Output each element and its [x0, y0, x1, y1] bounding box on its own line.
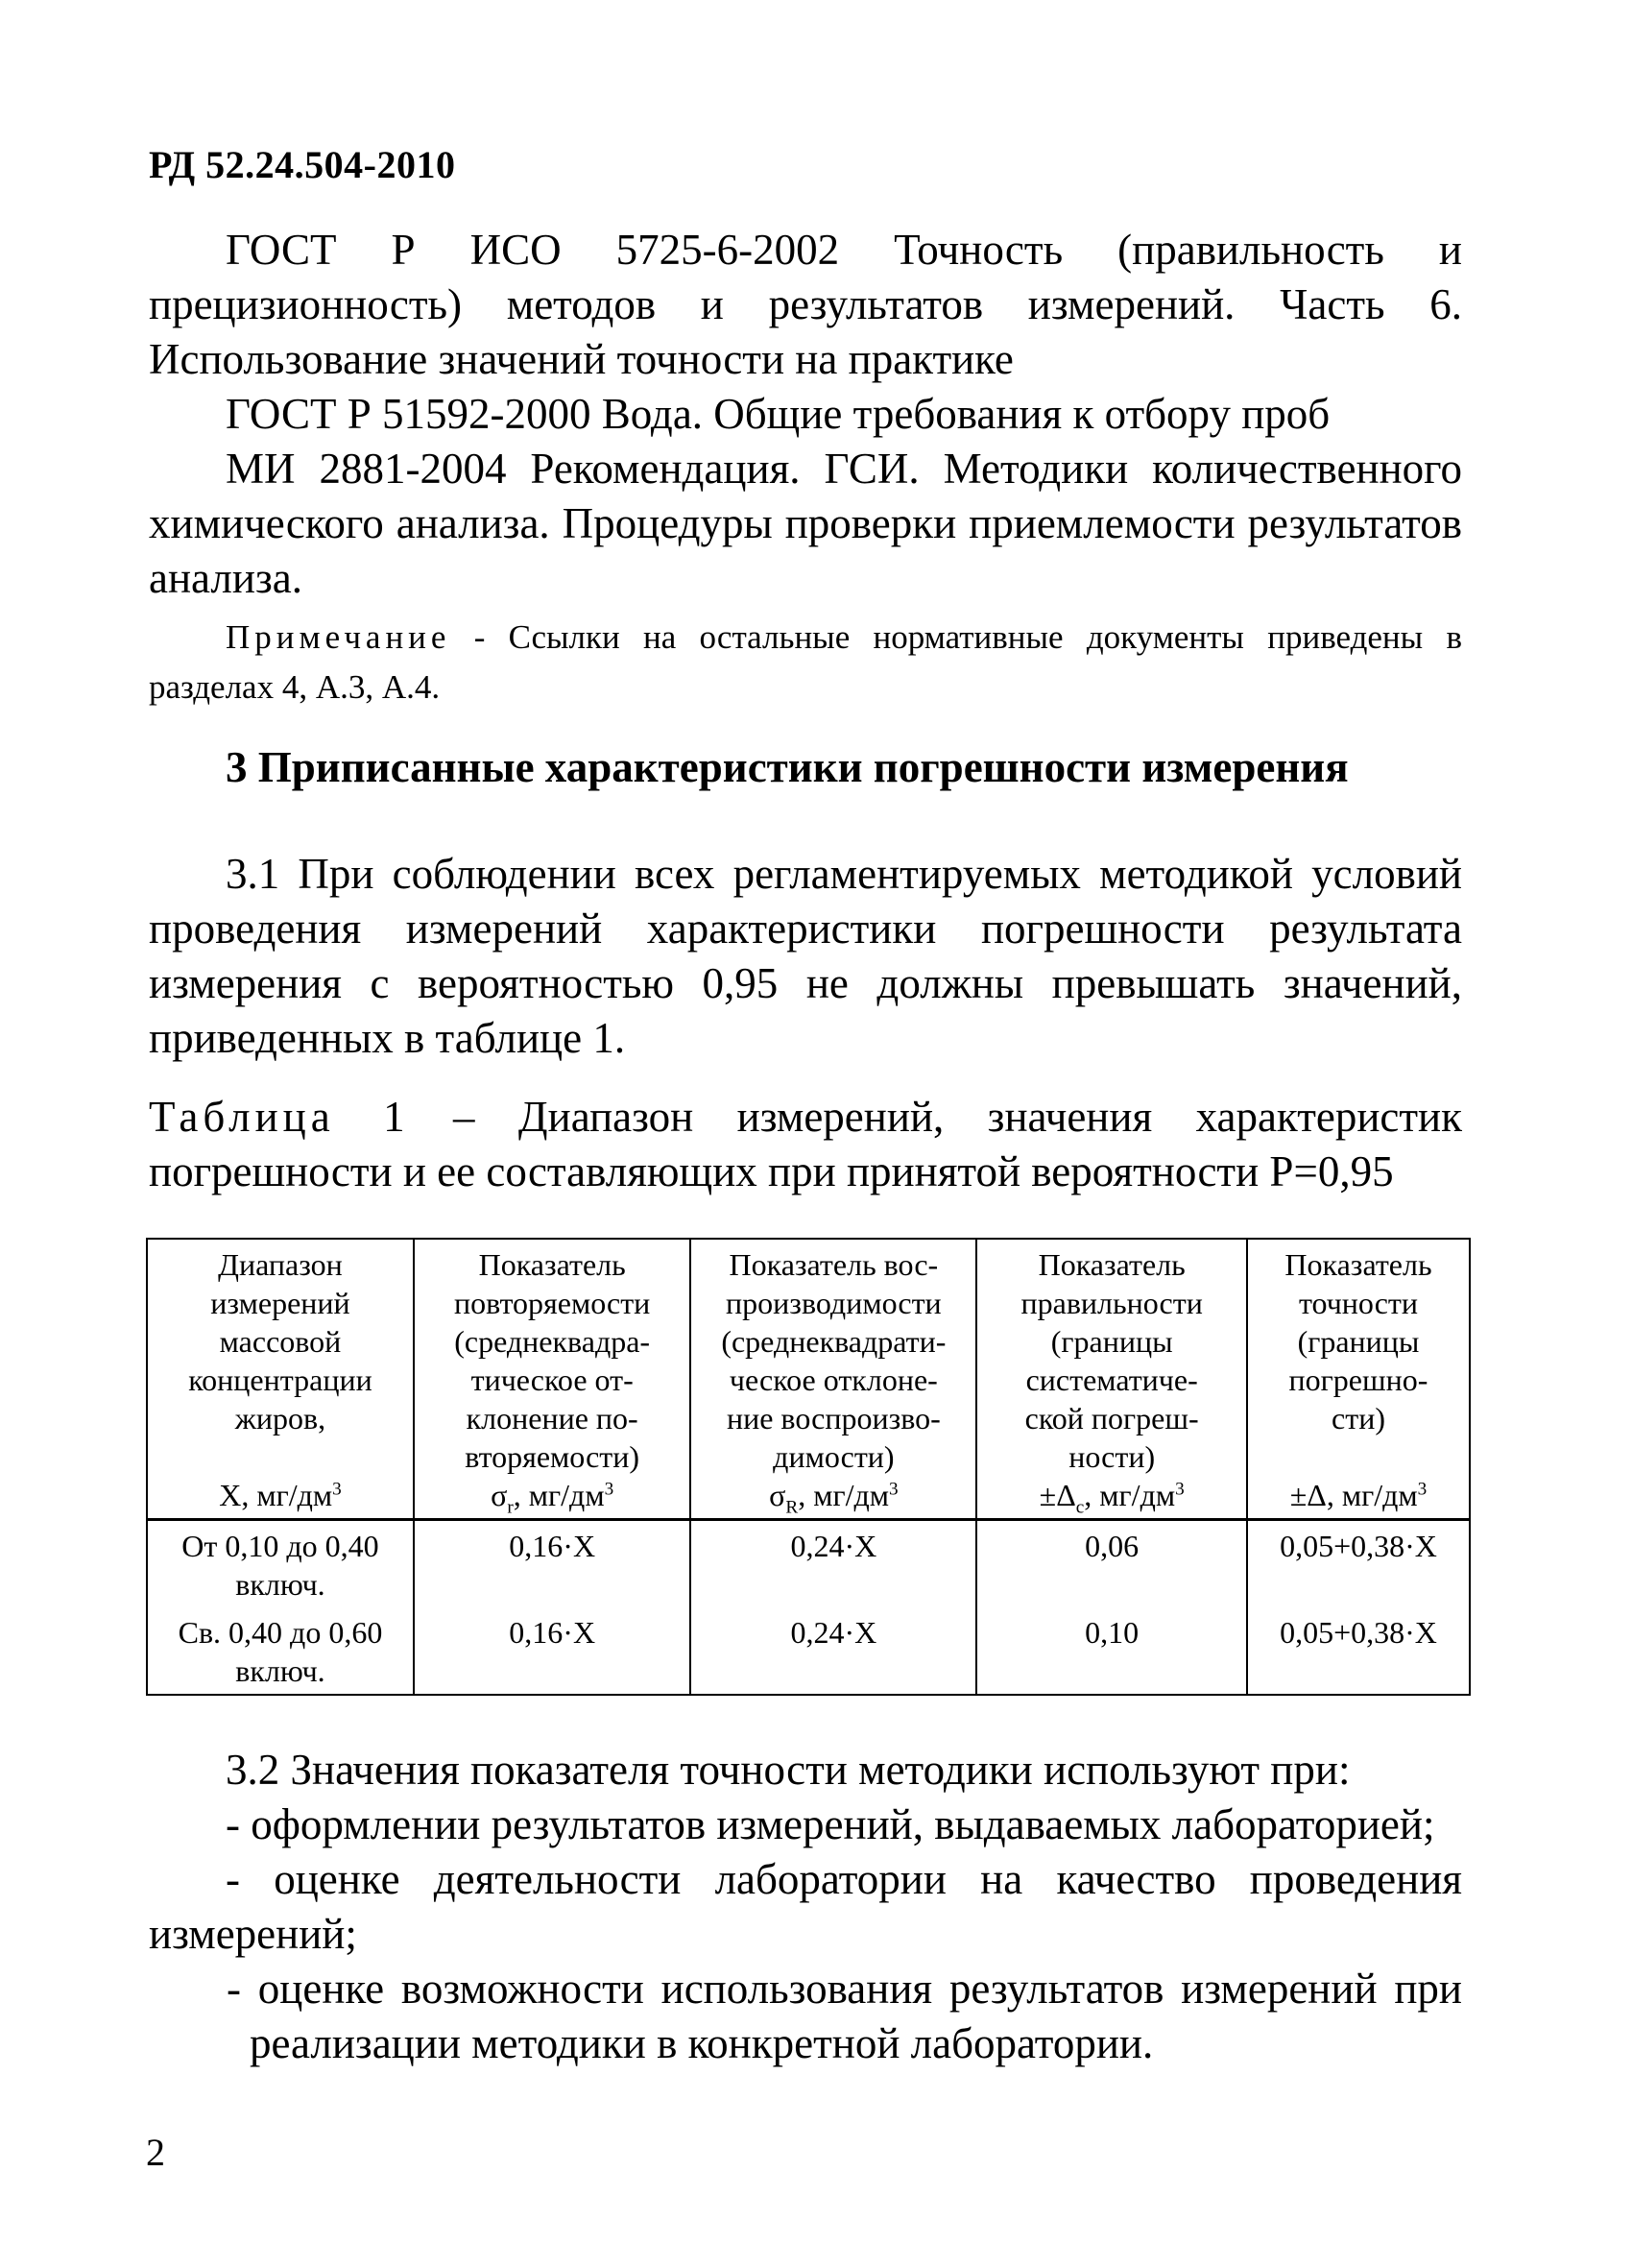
unit-text: , мг/дм	[798, 1478, 889, 1512]
cell-range: Св. 0,40 до 0,60 включ.	[147, 1607, 414, 1695]
unit-sup: 3	[332, 1479, 342, 1500]
reference-gost-51592: ГОСТ Р 51592-2000 Вода. Общие требования к отбору проб	[226, 390, 1331, 438]
note-text: - Ссылки на остальные нормативные документы приведены в разделах 4, А.3, А.4.	[149, 618, 1462, 706]
cell-trueness: 0,10	[976, 1607, 1247, 1695]
header-reproducibility-text: Показатель вос- производимости (среднеквадрати- ческое отклоне- ние воспроизво- димости)	[721, 1247, 947, 1474]
paragraph-3-2-block	[149, 1743, 1462, 2071]
cell-repeatability: 0,16·X	[414, 1607, 690, 1695]
table-row	[147, 1607, 1470, 1695]
unit-symbol: ±Δ	[1039, 1478, 1076, 1512]
paragraph-3-1: 3.1 При соблюдении всех регламентируемых методикой условий проведения измерений характеристики погрешности результата измерения с вероятностью 0,95 не должны превышать значений, приведенных в таблице 1.	[149, 850, 1462, 1062]
cell-accuracy: 0,05+0,38·X	[1247, 1520, 1470, 1608]
paragraph-3-2-intro: 3.2 Значения показателя точности методики используют при:	[226, 1746, 1351, 1794]
reference-mi-2881: МИ 2881-2004 Рекомендация. ГСИ. Методики количественного химического анализа. Процедуры проверки приемлемости результатов анализа.	[149, 445, 1462, 602]
unit-text: , мг/дм	[1084, 1478, 1176, 1512]
unit-text: X, мг/дм	[219, 1478, 333, 1512]
list-item: - оформлении результатов измерений, выдаваемых лабораторией;	[226, 1800, 1435, 1848]
header-range-text: Диапазон измерений массовой концентрации жиров,	[188, 1247, 372, 1436]
cell-reproducibility: 0,24·X	[690, 1520, 976, 1608]
table-caption-text: – Диапазон измерений, значения характеристик погрешности и ее составляющих при принятой вероятности P=0,95	[149, 1093, 1463, 1195]
header-accuracy	[1247, 1239, 1470, 1520]
unit-symbol: σ	[491, 1478, 508, 1512]
list-item: - оценке возможности использования результатов измерений при реализации методики в конкретной лаборатории.	[227, 1965, 1462, 2067]
cell-accuracy: 0,05+0,38·X	[1247, 1607, 1470, 1695]
note-label: Примечание	[226, 618, 451, 656]
header-repeatability	[414, 1239, 690, 1520]
header-trueness	[976, 1239, 1247, 1520]
cell-repeatability: 0,16·X	[414, 1520, 690, 1608]
table-caption-label: Таблица 1	[149, 1093, 410, 1141]
page-number: 2	[146, 2131, 165, 2174]
header-repeatability-unit	[420, 1476, 684, 1518]
header-accuracy-unit	[1254, 1476, 1463, 1514]
header-reproducibility	[690, 1239, 976, 1520]
cell-reproducibility: 0,24·X	[690, 1607, 976, 1695]
header-trueness-unit	[983, 1476, 1240, 1518]
unit-sub: c	[1075, 1497, 1085, 1518]
header-accuracy-text: Показатель точности (границы погрешно- сти)	[1284, 1247, 1432, 1436]
header-trueness-text: Показатель правильности (границы систематиче- ской погреш- ности)	[1020, 1247, 1203, 1474]
unit-symbol: σ	[769, 1478, 786, 1512]
cell-trueness: 0,06	[976, 1520, 1247, 1608]
normative-references	[149, 223, 1462, 606]
header-range-unit	[154, 1476, 407, 1514]
unit-sup: 3	[604, 1479, 614, 1500]
unit-text: ±Δ, мг/дм	[1289, 1478, 1418, 1512]
section-heading: 3 Приписанные характеристики погрешности измерения	[226, 743, 1349, 791]
unit-sup: 3	[889, 1479, 899, 1500]
table-row	[147, 1520, 1470, 1608]
header-repeatability-text: Показатель повторяемости (среднеквадра- тическое от- клонение по- вторяемости)	[454, 1247, 651, 1474]
unit-sub: r	[507, 1497, 514, 1518]
unit-text: , мг/дм	[513, 1478, 605, 1512]
unit-sub: R	[785, 1497, 799, 1518]
reference-gost-5725: ГОСТ Р ИСО 5725-6-2002 Точность (правильность и прецизионность) методов и результатов измерений. Часть 6. Использование значений точности на практике	[149, 226, 1462, 383]
section-paragraph-block	[149, 847, 1462, 1066]
header-range	[147, 1239, 414, 1520]
document-code: РД 52.24.504-2010	[149, 143, 456, 186]
table-caption	[149, 1090, 1462, 1199]
table-header-row	[147, 1239, 1470, 1520]
table-caption-block	[149, 1090, 1462, 1199]
unit-sup: 3	[1175, 1479, 1185, 1500]
list-item: - оценке деятельности лаборатории на качество проведения измерений;	[149, 1855, 1462, 1958]
cell-range: От 0,10 до 0,40 включ.	[147, 1520, 414, 1608]
note-paragraph	[149, 613, 1462, 712]
note-block	[149, 613, 1462, 712]
unit-sup: 3	[1417, 1479, 1428, 1500]
header-reproducibility-unit	[697, 1476, 970, 1518]
table-1	[146, 1238, 1471, 1696]
